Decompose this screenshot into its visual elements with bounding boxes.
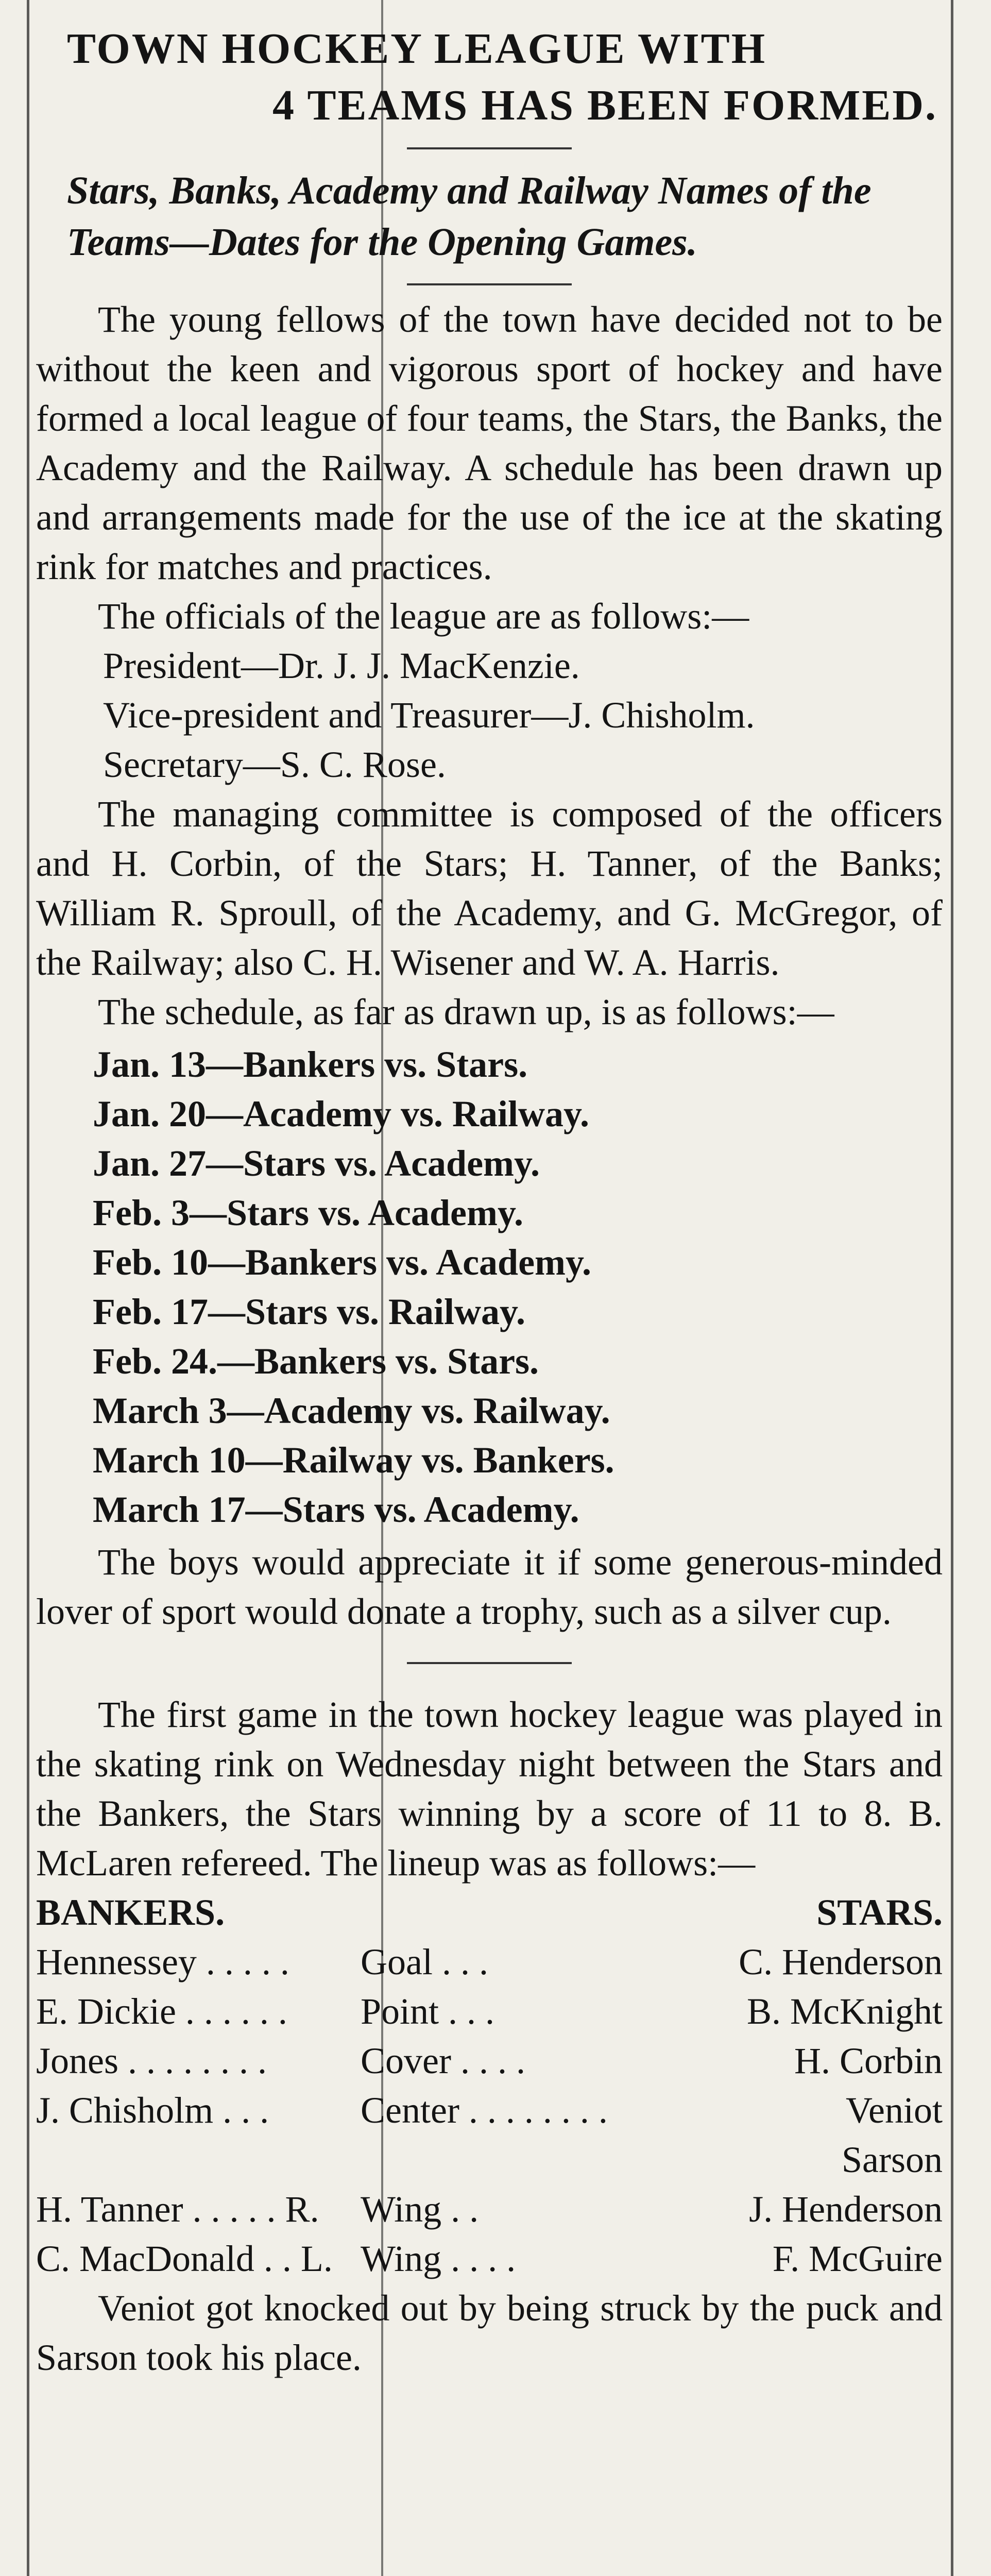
- position: Cover . . . .: [361, 2040, 525, 2081]
- bankers-player: Jones . . . . . . . .: [36, 2040, 267, 2081]
- headline-line-2: 4 TEAMS HAS BEEN FORMED.: [272, 81, 937, 129]
- bankers-player: C. MacDonald . . L.: [36, 2238, 333, 2279]
- lineup-header: [36, 1888, 943, 1937]
- stars-substitute: Sarson: [842, 2139, 943, 2180]
- lineup-row: [36, 2086, 943, 2135]
- officials-intro: The officials of the league are as follows:—: [98, 596, 749, 637]
- schedule-item: Jan. 20—Academy vs. Railway.: [93, 1093, 590, 1134]
- bankers-player: Hennessey . . . . .: [36, 1941, 289, 1982]
- trophy-paragraph: The boys would appreciate it if some generous-minded lover of sport would donate a trophy, such as a silver cup.: [36, 1541, 943, 1632]
- schedule-item: March 3—Academy vs. Railway.: [93, 1390, 610, 1431]
- stars-player: J. Henderson: [749, 2189, 943, 2230]
- lineup-row: [36, 1987, 943, 2036]
- column-rule: [27, 0, 29, 2576]
- schedule-intro: The schedule, as far as drawn up, is as follows:—: [98, 991, 834, 1032]
- schedule-item: Feb. 10—Bankers vs. Academy.: [93, 1242, 592, 1283]
- position: Wing . . . .: [361, 2238, 516, 2279]
- headline-line-1: TOWN HOCKEY LEAGUE WITH: [67, 25, 767, 73]
- officer-secretary: Secretary—S. C. Rose.: [103, 744, 446, 785]
- divider: [407, 283, 572, 285]
- closing-paragraph: Veniot got knocked out by being struck by the puck and Sarson took his place.: [36, 2287, 943, 2378]
- game-report-paragraph: The first game in the town hockey league was played in the skating rink on Wednesday night between the Stars and the Bankers, the Stars winning by a score of 11 to 8. B. McLaren refereed. The lineup was as follows:—: [36, 1694, 943, 1884]
- intro-paragraph: The young fellows of the town have decided not to be without the keen and vigorous sport of hockey and have formed a local league of four teams, the Stars, the Banks, the Academy and the Railway. A schedule has been drawn up and arrangements made for the use of the ice at the skating rink for matches and practices.: [36, 299, 943, 587]
- lineup-table: [36, 1888, 943, 2283]
- subheadline: Stars, Banks, Academy and Railway Names of the Teams—Dates for the Opening Games.: [67, 169, 872, 264]
- bankers-player: H. Tanner . . . . . R.: [36, 2189, 319, 2230]
- position: Point . . .: [361, 1991, 495, 2032]
- headline: [36, 21, 943, 134]
- team-bankers-label: BANKERS.: [36, 1892, 225, 1933]
- schedule-item: March 17—Stars vs. Academy.: [93, 1489, 579, 1530]
- stars-player: B. McKnight: [746, 1991, 943, 2032]
- lineup-row: [36, 1937, 943, 1987]
- stars-player: F. McGuire: [772, 2238, 943, 2279]
- position: Center . . . . . . . .: [361, 2090, 608, 2131]
- schedule-item: March 10—Railway vs. Bankers.: [93, 1439, 614, 1481]
- bankers-player: E. Dickie . . . . . .: [36, 1991, 287, 2032]
- lineup-row: [36, 2036, 943, 2086]
- schedule-item: Feb. 17—Stars vs. Railway.: [93, 1291, 526, 1332]
- lineup-row: [36, 2234, 943, 2283]
- officer-president: President—Dr. J. J. MacKenzie.: [103, 645, 580, 686]
- bankers-player: J. Chisholm . . .: [36, 2090, 269, 2131]
- stars-player: Veniot: [846, 2090, 943, 2131]
- schedule-item: Feb. 3—Stars vs. Academy.: [93, 1192, 523, 1233]
- stars-player: H. Corbin: [794, 2040, 943, 2081]
- stars-player: C. Henderson: [739, 1941, 943, 1982]
- schedule-item: Feb. 24.—Bankers vs. Stars.: [93, 1341, 539, 1382]
- column-rule: [951, 0, 953, 2576]
- divider: [407, 1662, 572, 1664]
- schedule-list: [36, 1040, 943, 1534]
- lineup-row: [36, 2184, 943, 2234]
- schedule-item: Jan. 13—Bankers vs. Stars.: [93, 1044, 528, 1085]
- team-stars-label: STARS.: [816, 1892, 943, 1933]
- committee-paragraph: The managing committee is composed of the officers and H. Corbin, of the Stars; H. Tanner, of the Banks; William R. Sproull, of the Academy, and G. McGregor, of the Railway; also C. H. Wisener and W. A. Harris.: [36, 793, 943, 983]
- officer-vice-president: Vice-president and Treasurer—J. Chisholm.: [103, 694, 755, 736]
- position: Wing . .: [361, 2189, 479, 2230]
- article-body: [36, 295, 943, 2382]
- article-column: [36, 21, 943, 2382]
- divider: [407, 147, 572, 149]
- position: Goal . . .: [361, 1941, 488, 1982]
- schedule-item: Jan. 27—Stars vs. Academy.: [93, 1143, 540, 1184]
